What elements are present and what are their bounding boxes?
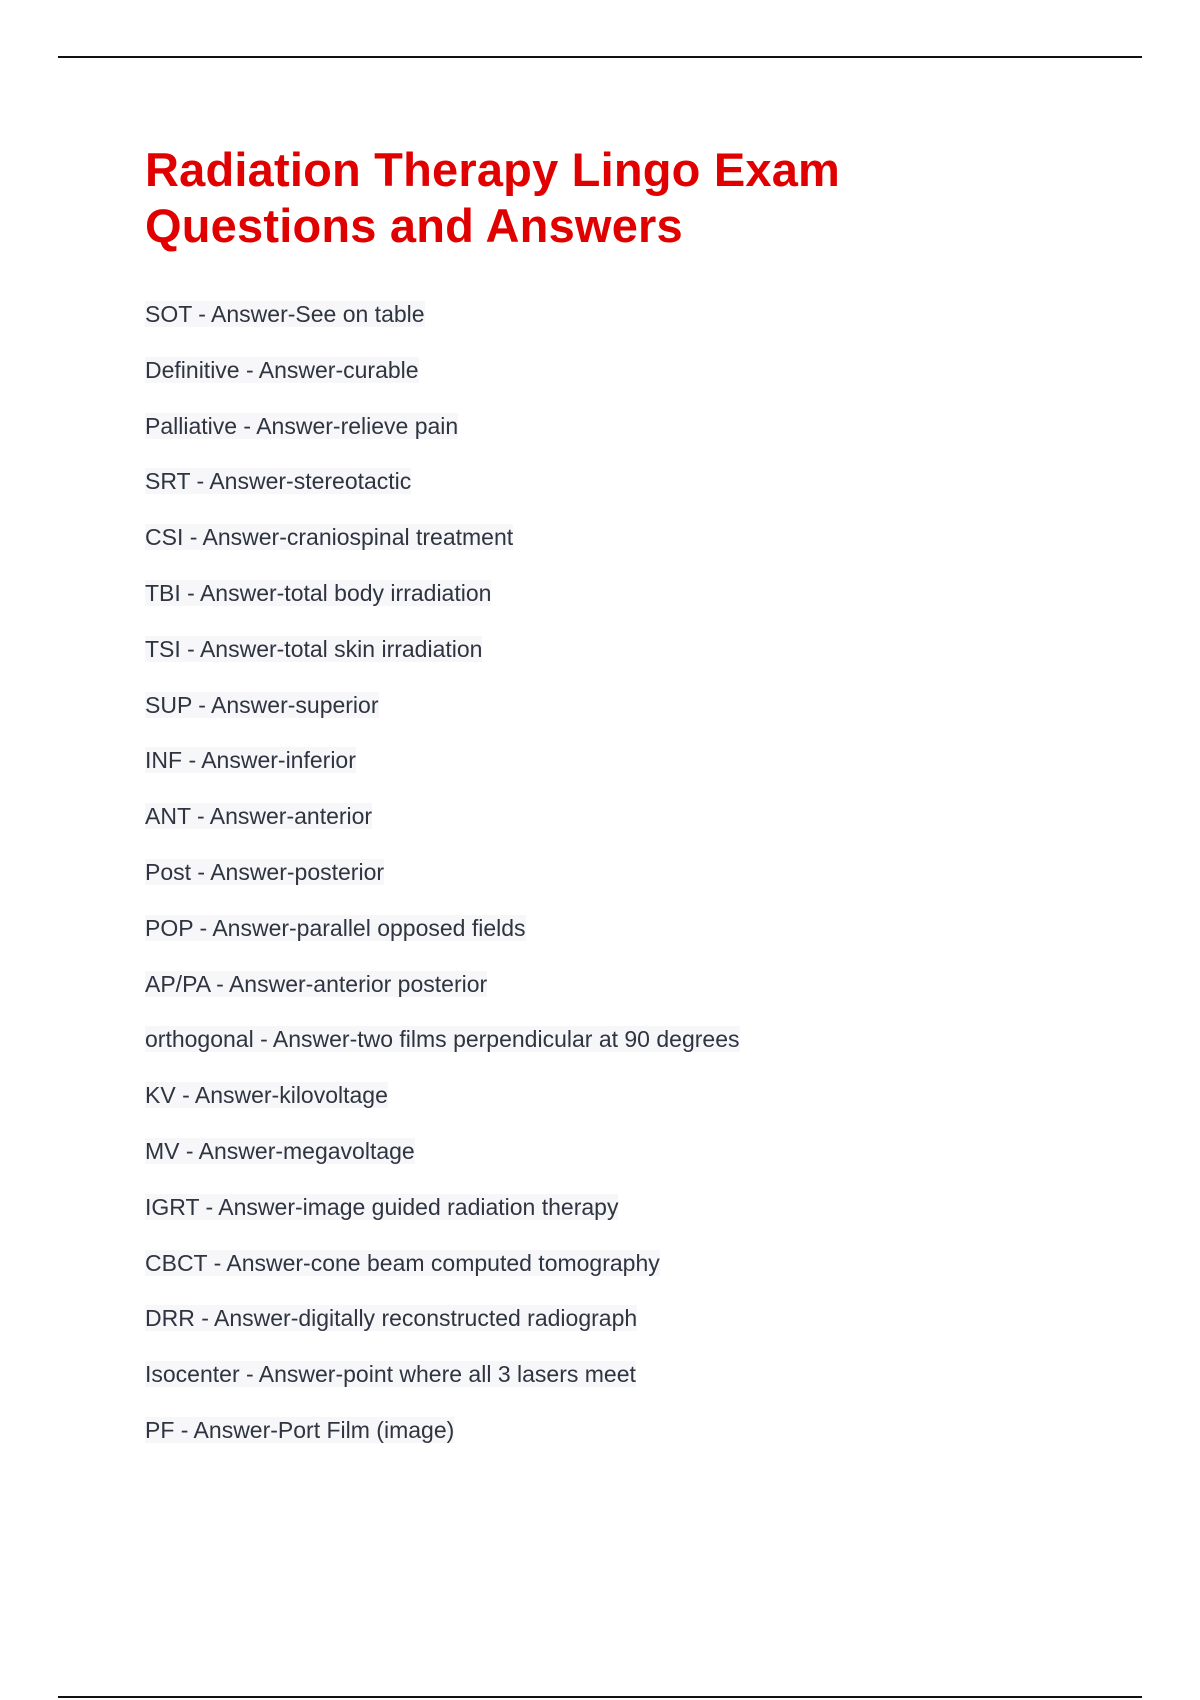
qa-text: AP/PA - Answer-anterior posterior: [145, 970, 488, 997]
list-item: [145, 1192, 740, 1248]
qa-text: TSI - Answer-total skin irradiation: [145, 635, 483, 662]
list-item: [145, 355, 740, 411]
title-line-2: Questions and Answers: [145, 199, 683, 252]
document-title: [145, 142, 1125, 254]
list-item: [145, 466, 740, 522]
qa-text: MV - Answer-megavoltage: [145, 1137, 415, 1164]
qa-text: ANT - Answer-anterior: [145, 803, 373, 830]
qa-text: INF - Answer-inferior: [145, 747, 356, 774]
list-item: [145, 913, 740, 969]
bottom-divider: [58, 1696, 1142, 1698]
qa-text: POP - Answer-parallel opposed fields: [145, 914, 526, 941]
title-line-1: Radiation Therapy Lingo Exam: [145, 143, 841, 196]
list-item: [145, 1415, 740, 1471]
qa-text: TBI - Answer-total body irradiation: [145, 579, 492, 606]
list-item: [145, 745, 740, 801]
qa-text: SUP - Answer-superior: [145, 691, 379, 718]
list-item: [145, 801, 740, 857]
list-item: [145, 411, 740, 467]
qa-text: CSI - Answer-craniospinal treatment: [145, 524, 514, 551]
list-item: [145, 1080, 740, 1136]
list-item: [145, 634, 740, 690]
list-item: [145, 690, 740, 746]
qa-text: SOT - Answer-See on table: [145, 301, 425, 327]
list-item: [145, 969, 740, 1025]
qa-text: Post - Answer-posterior: [145, 858, 385, 885]
list-item: [145, 299, 740, 355]
list-item: [145, 857, 740, 913]
qa-text: Palliative - Answer-relieve pain: [145, 412, 459, 439]
list-item: [145, 522, 740, 578]
qa-text: DRR - Answer-digitally reconstructed radiograph: [145, 1305, 638, 1332]
qa-list: [145, 299, 740, 1471]
qa-text: PF - Answer-Port Film (image): [145, 1416, 455, 1443]
list-item: [145, 1248, 740, 1304]
top-divider: [58, 56, 1142, 58]
list-item: [145, 1359, 740, 1415]
list-item: [145, 1024, 740, 1080]
list-item: [145, 1303, 740, 1359]
document-body: [145, 142, 1125, 1443]
qa-text: SRT - Answer-stereotactic: [145, 468, 412, 495]
qa-text: IGRT - Answer-image guided radiation therapy: [145, 1193, 619, 1220]
qa-text: Isocenter - Answer-point where all 3 lasers meet: [145, 1361, 636, 1388]
list-item: [145, 1136, 740, 1192]
qa-text: orthogonal - Answer-two films perpendicular at 90 degrees: [145, 1026, 740, 1053]
qa-text: CBCT - Answer-cone beam computed tomography: [145, 1249, 660, 1276]
qa-text: KV - Answer-kilovoltage: [145, 1082, 388, 1109]
list-item: [145, 578, 740, 634]
qa-text: Definitive - Answer-curable: [145, 356, 419, 383]
